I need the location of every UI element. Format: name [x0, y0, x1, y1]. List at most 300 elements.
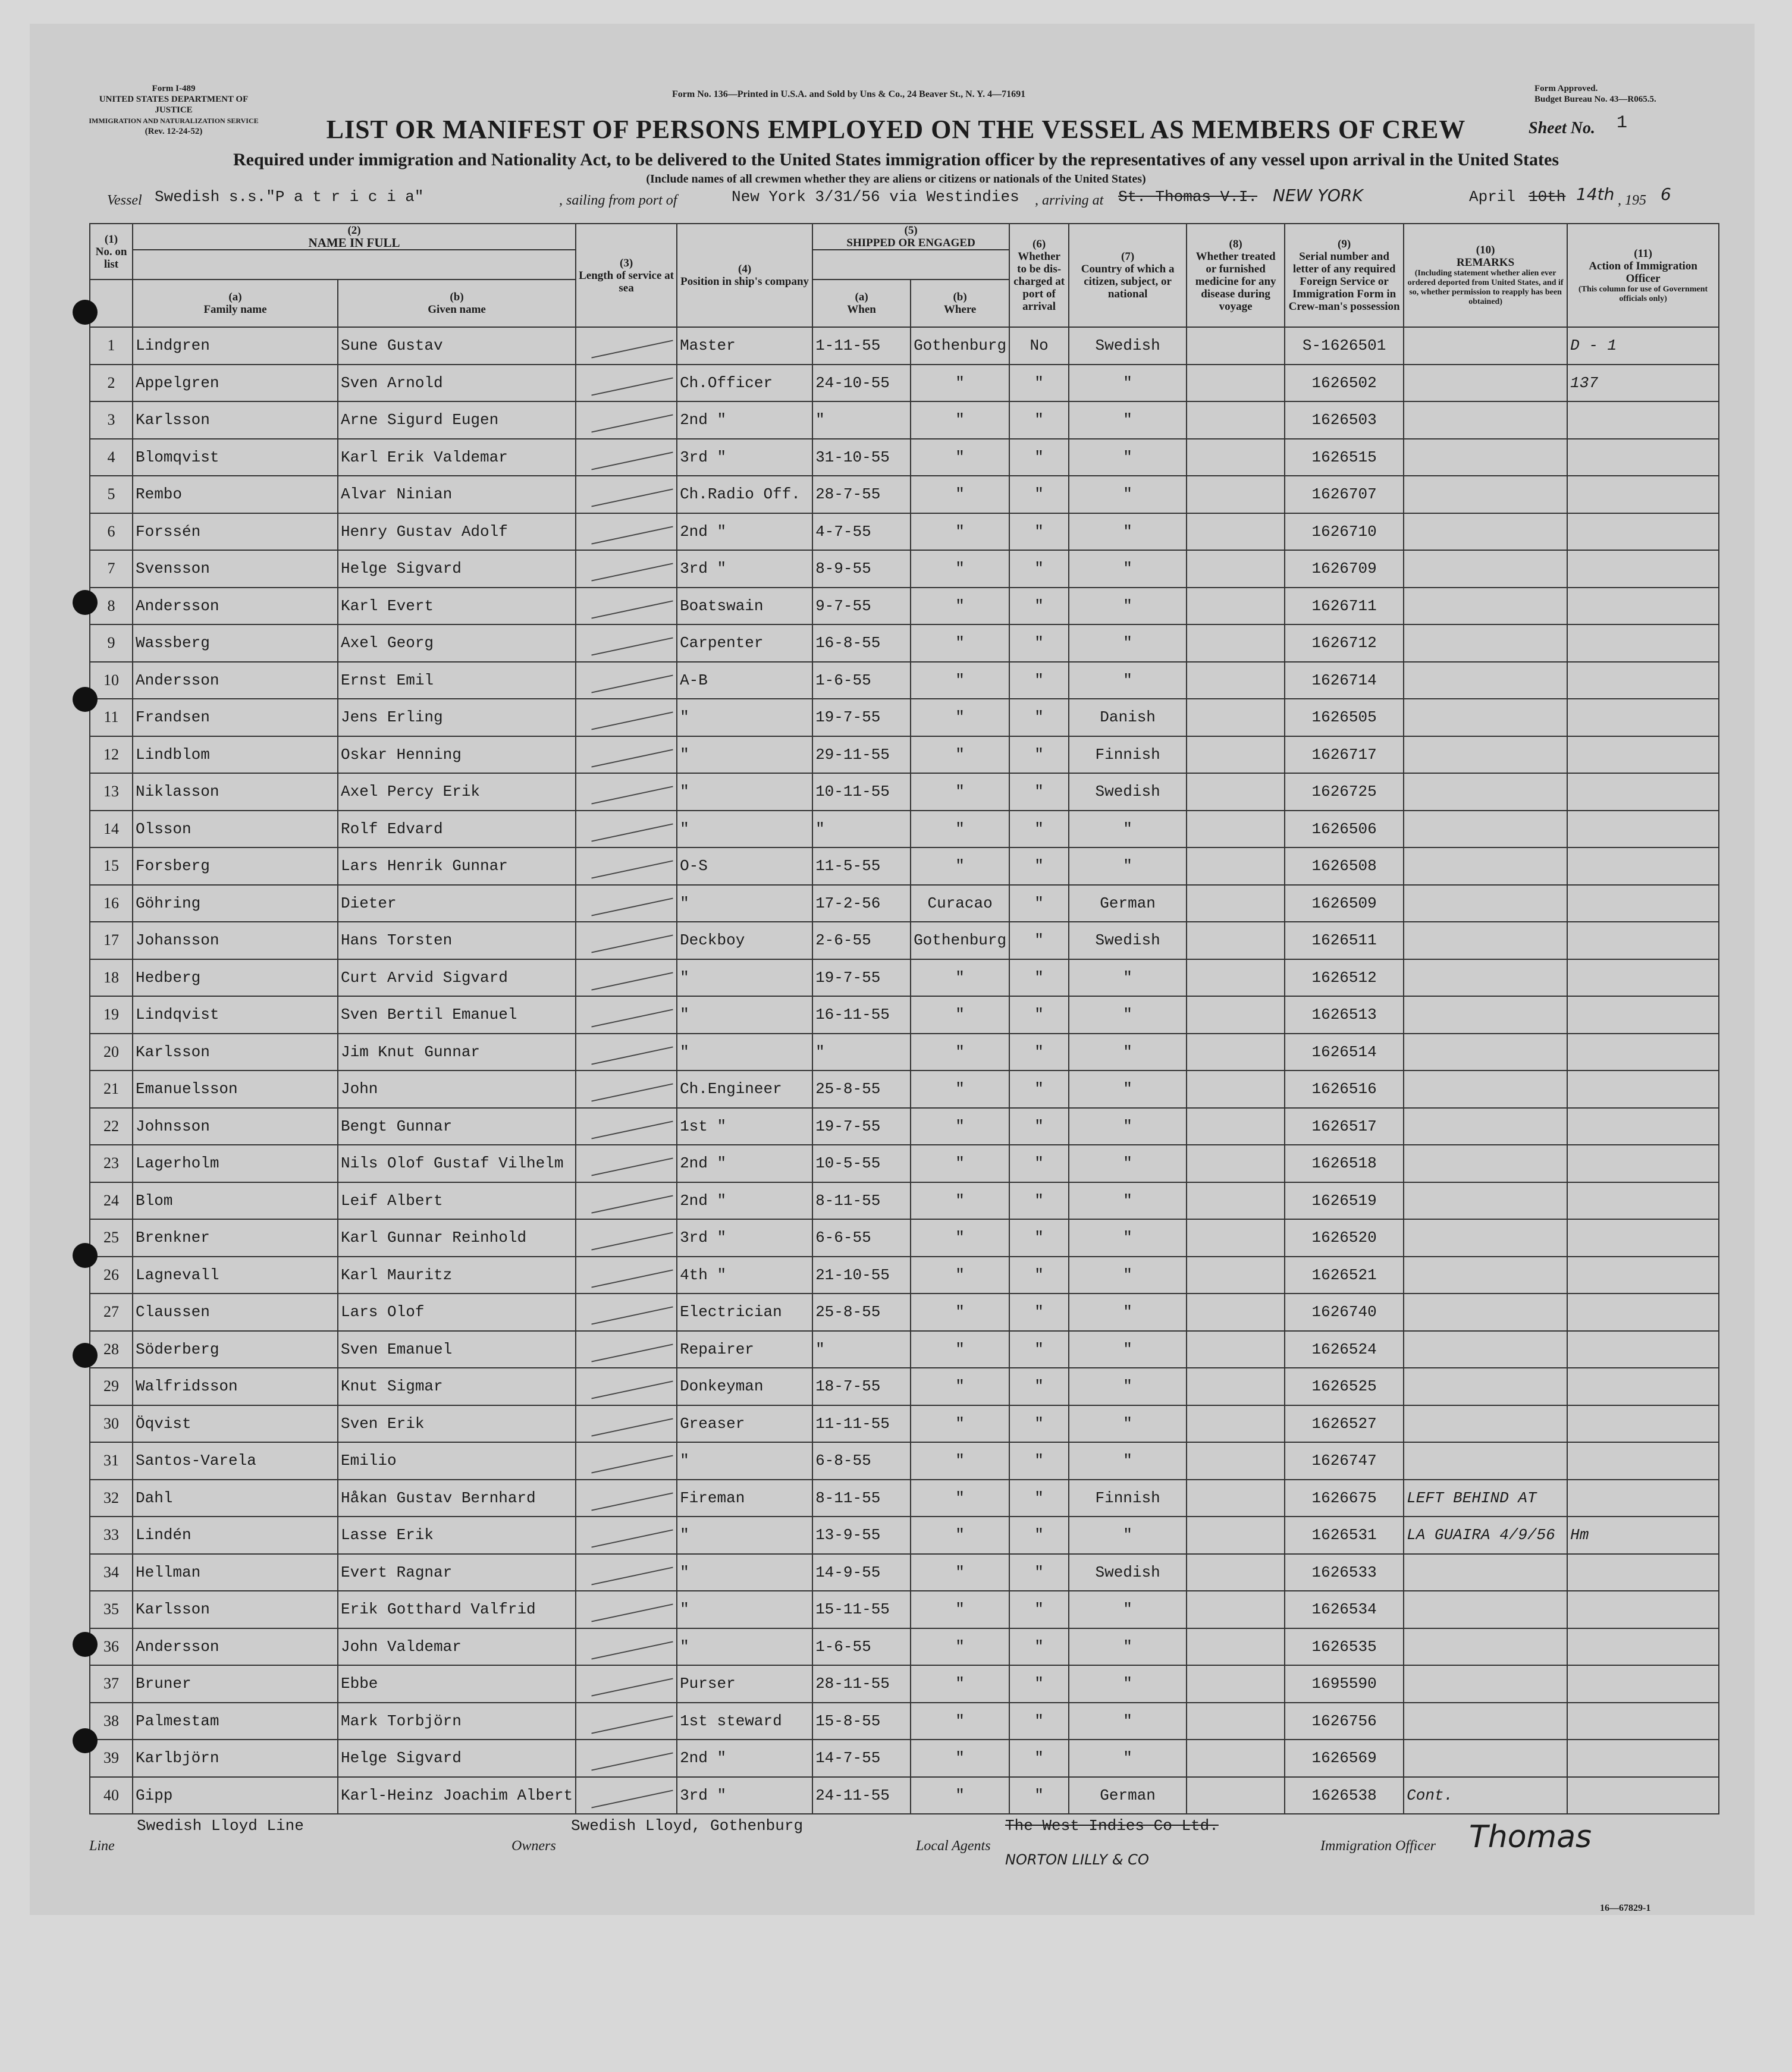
position-cell: 4th " [677, 1257, 812, 1294]
disch-cell: " [1009, 847, 1069, 885]
serial-cell: 1626535 [1285, 1628, 1404, 1666]
length-of-service-cell [576, 550, 677, 588]
pen-stroke [591, 451, 673, 470]
no-cell: 24 [90, 1182, 133, 1220]
remarks-cell [1404, 513, 1567, 551]
footer [89, 1817, 1695, 1868]
given-cell: Karl Evert [338, 588, 576, 625]
serial-cell: 1626521 [1285, 1257, 1404, 1294]
pen-stroke [591, 786, 673, 805]
when-cell: 18-7-55 [812, 1368, 911, 1405]
serial-cell: 1626740 [1285, 1294, 1404, 1331]
table-row [90, 1034, 1719, 1071]
where-cell: " [911, 1257, 1009, 1294]
family-cell: Johnsson [133, 1108, 338, 1145]
given-cell: Arne Sigurd Eugen [338, 401, 576, 439]
officer-signature: Thomas [1469, 1819, 1592, 1855]
serial-cell: 1626533 [1285, 1554, 1404, 1591]
where-cell: " [911, 1665, 1009, 1703]
position-cell: 1st steward [677, 1703, 812, 1740]
arriving-port-handwritten: NEW YORK [1273, 186, 1363, 205]
medicine-cell [1187, 401, 1285, 439]
country-cell: " [1069, 1368, 1187, 1405]
no-cell: 21 [90, 1070, 133, 1108]
length-of-service-cell [576, 1219, 677, 1257]
pen-stroke [591, 377, 673, 395]
length-of-service-cell [576, 1405, 677, 1443]
serial-cell: 1626531 [1285, 1517, 1404, 1554]
given-cell: Rolf Edvard [338, 811, 576, 848]
length-of-service-cell [576, 1665, 677, 1703]
length-of-service-cell [576, 1517, 677, 1554]
no-cell: 3 [90, 401, 133, 439]
family-cell: Walfridsson [133, 1368, 338, 1405]
when-cell: 28-7-55 [812, 476, 911, 513]
table-row [90, 885, 1719, 922]
disch-cell: " [1009, 588, 1069, 625]
pen-stroke [591, 1530, 673, 1548]
position-cell: Greaser [677, 1405, 812, 1443]
header-approval [1534, 83, 1656, 105]
table-row [90, 550, 1719, 588]
disch-cell: " [1009, 959, 1069, 997]
family-cell: Lindqvist [133, 996, 338, 1034]
medicine-cell [1187, 847, 1285, 885]
no-cell: 32 [90, 1480, 133, 1517]
medicine-cell [1187, 1219, 1285, 1257]
length-of-service-cell [576, 736, 677, 774]
where-cell: " [911, 811, 1009, 848]
position-cell: 2nd " [677, 1740, 812, 1777]
year-prefix: , 195 [1618, 193, 1646, 208]
length-of-service-cell [576, 327, 677, 365]
pen-stroke [591, 1009, 673, 1028]
family-cell: Dahl [133, 1480, 338, 1517]
length-of-service-cell [576, 365, 677, 402]
family-cell: Santos-Varela [133, 1442, 338, 1480]
action-cell [1567, 1554, 1719, 1591]
pen-stroke [591, 1455, 673, 1474]
table-row [90, 1070, 1719, 1108]
no-cell: 16 [90, 885, 133, 922]
position-cell: Ch.Radio Off. [677, 476, 812, 513]
when-cell: 29-11-55 [812, 736, 911, 774]
year-handwritten: 6 [1661, 184, 1671, 204]
serial-cell: 1626712 [1285, 624, 1404, 662]
medicine-cell [1187, 1442, 1285, 1480]
where-cell: " [911, 773, 1009, 811]
when-cell: " [812, 401, 911, 439]
vessel-label: Vessel [107, 193, 142, 208]
pen-stroke [591, 712, 673, 730]
medicine-cell [1187, 327, 1285, 365]
pen-stroke [591, 1269, 673, 1288]
where-cell: " [911, 513, 1009, 551]
country-cell: " [1069, 1628, 1187, 1666]
disch-cell: " [1009, 624, 1069, 662]
position-cell: " [677, 1034, 812, 1071]
punch-hole [73, 1632, 98, 1657]
serial-cell: 1626516 [1285, 1070, 1404, 1108]
no-cell: 14 [90, 811, 133, 848]
punch-hole [73, 1728, 98, 1753]
table-row [90, 1517, 1719, 1554]
country-cell: " [1069, 1034, 1187, 1071]
family-cell: Hedberg [133, 959, 338, 997]
remarks-cell [1404, 773, 1567, 811]
disch-cell: " [1009, 773, 1069, 811]
medicine-cell [1187, 439, 1285, 476]
col-given-header: (b) Given name [338, 280, 576, 327]
col-remarks-header: (10) REMARKS (Including statement whether alien ever ordered deported from United States, and if so, whether permission to reapply has been obtained) [1404, 224, 1567, 327]
remarks-cell [1404, 588, 1567, 625]
position-cell: " [677, 811, 812, 848]
remarks-cell [1404, 1703, 1567, 1740]
no-cell: 23 [90, 1145, 133, 1182]
medicine-cell [1187, 365, 1285, 402]
serial-cell: 1626514 [1285, 1034, 1404, 1071]
medicine-cell [1187, 476, 1285, 513]
table-row [90, 1777, 1719, 1814]
country-cell: " [1069, 847, 1187, 885]
action-cell [1567, 513, 1719, 551]
remarks-cell [1404, 1257, 1567, 1294]
serial-cell: 1626508 [1285, 847, 1404, 885]
no-cell: 15 [90, 847, 133, 885]
disch-cell: " [1009, 401, 1069, 439]
when-cell: 15-8-55 [812, 1703, 911, 1740]
serial-cell: 1626518 [1285, 1145, 1404, 1182]
disch-cell: " [1009, 885, 1069, 922]
family-cell: Andersson [133, 1628, 338, 1666]
length-of-service-cell [576, 513, 677, 551]
no-cell: 28 [90, 1331, 133, 1368]
disch-cell: " [1009, 662, 1069, 699]
country-cell: " [1069, 811, 1187, 848]
where-cell: Gothenburg [911, 327, 1009, 365]
country-cell: Finnish [1069, 1480, 1187, 1517]
table-row [90, 1442, 1719, 1480]
punch-hole [73, 1243, 98, 1268]
crew-table [89, 223, 1719, 1814]
where-cell: " [911, 1554, 1009, 1591]
disch-cell: " [1009, 476, 1069, 513]
serial-cell: 1626709 [1285, 550, 1404, 588]
serial-cell: 1626524 [1285, 1331, 1404, 1368]
serial-cell: 1626505 [1285, 699, 1404, 736]
medicine-cell [1187, 1331, 1285, 1368]
length-of-service-cell [576, 1145, 677, 1182]
country-cell: " [1069, 624, 1187, 662]
where-cell: " [911, 1034, 1009, 1071]
remarks-cell [1404, 365, 1567, 402]
family-cell: Frandsen [133, 699, 338, 736]
remarks-cell: LEFT BEHIND AT [1404, 1480, 1567, 1517]
position-cell: Fireman [677, 1480, 812, 1517]
table-row [90, 1480, 1719, 1517]
remarks-cell [1404, 1442, 1567, 1480]
when-cell: 28-11-55 [812, 1665, 911, 1703]
family-cell: Gipp [133, 1777, 338, 1814]
given-cell: Sven Arnold [338, 365, 576, 402]
remarks-cell [1404, 1740, 1567, 1777]
family-cell: Wassberg [133, 624, 338, 662]
family-cell: Lagerholm [133, 1145, 338, 1182]
when-cell: 16-11-55 [812, 996, 911, 1034]
medicine-cell [1187, 1108, 1285, 1145]
action-cell [1567, 1257, 1719, 1294]
position-cell: Electrician [677, 1294, 812, 1331]
disch-cell: " [1009, 1591, 1069, 1628]
when-cell: 19-7-55 [812, 959, 911, 997]
remarks-cell [1404, 1108, 1567, 1145]
length-of-service-cell [576, 1294, 677, 1331]
no-cell: 7 [90, 550, 133, 588]
where-cell: " [911, 1405, 1009, 1443]
where-cell: " [911, 662, 1009, 699]
date-struck: 10th [1529, 188, 1566, 206]
serial-cell: 1626675 [1285, 1480, 1404, 1517]
disch-cell: " [1009, 1442, 1069, 1480]
country-cell: " [1069, 439, 1187, 476]
position-cell: Repairer [677, 1331, 812, 1368]
family-cell: Appelgren [133, 365, 338, 402]
remarks-cell [1404, 1070, 1567, 1108]
where-cell: " [911, 1182, 1009, 1220]
agents-label: Local Agents [916, 1838, 991, 1854]
when-cell: 10-5-55 [812, 1145, 911, 1182]
date-month: April [1469, 188, 1516, 206]
where-cell: " [911, 736, 1009, 774]
where-cell: " [911, 1517, 1009, 1554]
country-cell: " [1069, 401, 1187, 439]
no-cell: 22 [90, 1108, 133, 1145]
serial-cell: 1626512 [1285, 959, 1404, 997]
col-action-header: (11) Action of Immigration Officer (This column for use of Government officials only) [1567, 224, 1719, 327]
given-cell: John [338, 1070, 576, 1108]
serial-cell: 1626756 [1285, 1703, 1404, 1740]
given-cell: Curt Arvid Sigvard [338, 959, 576, 997]
length-of-service-cell [576, 1070, 677, 1108]
when-cell: 6-8-55 [812, 1442, 911, 1480]
table-row [90, 1554, 1719, 1591]
pen-stroke [591, 563, 673, 582]
when-cell: 25-8-55 [812, 1294, 911, 1331]
owners-label: Owners [511, 1838, 556, 1854]
serial-cell: 1626747 [1285, 1442, 1404, 1480]
pen-stroke [591, 1381, 673, 1399]
remarks-cell [1404, 1665, 1567, 1703]
pen-stroke [591, 1753, 673, 1771]
remarks-cell [1404, 624, 1567, 662]
remarks-cell [1404, 1628, 1567, 1666]
country-cell: Finnish [1069, 736, 1187, 774]
country-cell: " [1069, 996, 1187, 1034]
given-cell: Hans Torsten [338, 922, 576, 959]
given-cell: Lars Henrik Gunnar [338, 847, 576, 885]
serial-cell: 1626509 [1285, 885, 1404, 922]
given-cell: Dieter [338, 885, 576, 922]
position-cell: 2nd " [677, 1145, 812, 1182]
position-cell: 3rd " [677, 550, 812, 588]
disch-cell: " [1009, 550, 1069, 588]
no-cell: 8 [90, 588, 133, 625]
when-cell: 15-11-55 [812, 1591, 911, 1628]
action-cell [1567, 699, 1719, 736]
no-cell: 40 [90, 1777, 133, 1814]
sailing-port: New York 3/31/56 via Westindies [732, 188, 1019, 206]
sheet-label: Sheet No. [1529, 119, 1595, 137]
action-cell [1567, 1368, 1719, 1405]
medicine-cell [1187, 1480, 1285, 1517]
action-cell [1567, 1219, 1719, 1257]
remarks-cell [1404, 847, 1567, 885]
position-cell: " [677, 773, 812, 811]
remarks-cell [1404, 1034, 1567, 1071]
table-row [90, 327, 1719, 365]
table-row [90, 1108, 1719, 1145]
no-cell: 5 [90, 476, 133, 513]
pen-stroke [591, 415, 673, 433]
pen-stroke [591, 749, 673, 767]
family-cell: Niklasson [133, 773, 338, 811]
when-cell: 14-9-55 [812, 1554, 911, 1591]
action-cell [1567, 1442, 1719, 1480]
remarks-cell [1404, 1591, 1567, 1628]
action-cell [1567, 1480, 1719, 1517]
position-cell: A-B [677, 662, 812, 699]
serial-cell: 1626506 [1285, 811, 1404, 848]
punch-hole [73, 590, 98, 615]
disch-cell: " [1009, 1257, 1069, 1294]
medicine-cell [1187, 996, 1285, 1034]
table-row [90, 736, 1719, 774]
medicine-cell [1187, 811, 1285, 848]
disch-cell: " [1009, 1628, 1069, 1666]
pen-stroke [591, 1307, 673, 1325]
length-of-service-cell [576, 439, 677, 476]
country-cell: Danish [1069, 699, 1187, 736]
medicine-cell [1187, 1368, 1285, 1405]
medicine-cell [1187, 588, 1285, 625]
given-cell: Jim Knut Gunnar [338, 1034, 576, 1071]
table-row [90, 847, 1719, 885]
serial-cell: 1626503 [1285, 401, 1404, 439]
country-cell: " [1069, 959, 1187, 997]
country-cell: " [1069, 1331, 1187, 1368]
where-cell: " [911, 1591, 1009, 1628]
disch-cell: No [1009, 327, 1069, 365]
where-cell: " [911, 439, 1009, 476]
remarks-cell [1404, 922, 1567, 959]
position-cell: " [677, 699, 812, 736]
length-of-service-cell [576, 1331, 677, 1368]
line-label: Line [89, 1838, 115, 1854]
family-cell: Karlsson [133, 1591, 338, 1628]
position-cell: 2nd " [677, 401, 812, 439]
serial-cell: 1626717 [1285, 736, 1404, 774]
approval: Form Approved. [1534, 84, 1598, 93]
given-cell: Helge Sigvard [338, 1740, 576, 1777]
medicine-cell [1187, 1405, 1285, 1443]
family-cell: Forsberg [133, 847, 338, 885]
given-cell: Henry Gustav Adolf [338, 513, 576, 551]
disch-cell: " [1009, 365, 1069, 402]
serial-cell: 1626519 [1285, 1182, 1404, 1220]
no-cell: 25 [90, 1219, 133, 1257]
col-when-header: (a) When [812, 280, 911, 327]
no-cell: 34 [90, 1554, 133, 1591]
length-of-service-cell [576, 811, 677, 848]
length-of-service-cell [576, 476, 677, 513]
medicine-cell [1187, 885, 1285, 922]
pen-stroke [591, 1678, 673, 1697]
no-cell: 39 [90, 1740, 133, 1777]
pen-stroke [591, 1641, 673, 1659]
pen-stroke [591, 674, 673, 693]
disch-cell: " [1009, 1368, 1069, 1405]
remarks-cell [1404, 401, 1567, 439]
length-of-service-cell [576, 1108, 677, 1145]
disch-cell: " [1009, 1405, 1069, 1443]
given-cell: Sven Bertil Emanuel [338, 996, 576, 1034]
serial-cell: 1626515 [1285, 439, 1404, 476]
where-cell: " [911, 588, 1009, 625]
where-cell: " [911, 1331, 1009, 1368]
action-cell [1567, 476, 1719, 513]
pen-stroke [591, 823, 673, 842]
serial-cell: 1626711 [1285, 588, 1404, 625]
position-cell: Ch.Officer [677, 365, 812, 402]
when-cell: 2-6-55 [812, 922, 911, 959]
pen-stroke [591, 1232, 673, 1251]
remarks-cell [1404, 327, 1567, 365]
pen-stroke [591, 1418, 673, 1436]
table-row [90, 1331, 1719, 1368]
no-cell: 17 [90, 922, 133, 959]
pen-stroke [591, 1158, 673, 1176]
disch-cell: " [1009, 1294, 1069, 1331]
country-cell: " [1069, 1442, 1187, 1480]
when-cell: 25-8-55 [812, 1070, 911, 1108]
disch-cell: " [1009, 1517, 1069, 1554]
pen-stroke [591, 489, 673, 507]
col-position-header: (4) Position in ship's company [677, 224, 812, 327]
no-cell: 35 [90, 1591, 133, 1628]
disch-cell: " [1009, 736, 1069, 774]
no-cell: 33 [90, 1517, 133, 1554]
when-cell: 17-2-56 [812, 885, 911, 922]
country-cell: German [1069, 885, 1187, 922]
table-row [90, 401, 1719, 439]
family-cell: Lindgren [133, 327, 338, 365]
action-cell [1567, 1628, 1719, 1666]
position-cell: " [677, 885, 812, 922]
action-cell [1567, 439, 1719, 476]
position-cell: O-S [677, 847, 812, 885]
country-cell: " [1069, 1405, 1187, 1443]
remarks-cell [1404, 1405, 1567, 1443]
pen-stroke [591, 861, 673, 879]
table-row [90, 662, 1719, 699]
position-cell: Ch.Engineer [677, 1070, 812, 1108]
remarks-cell [1404, 662, 1567, 699]
given-cell: Karl Gunnar Reinhold [338, 1219, 576, 1257]
table-row [90, 1257, 1719, 1294]
disch-cell: " [1009, 1703, 1069, 1740]
pen-stroke [591, 1195, 673, 1213]
serial-cell: 1626502 [1285, 365, 1404, 402]
